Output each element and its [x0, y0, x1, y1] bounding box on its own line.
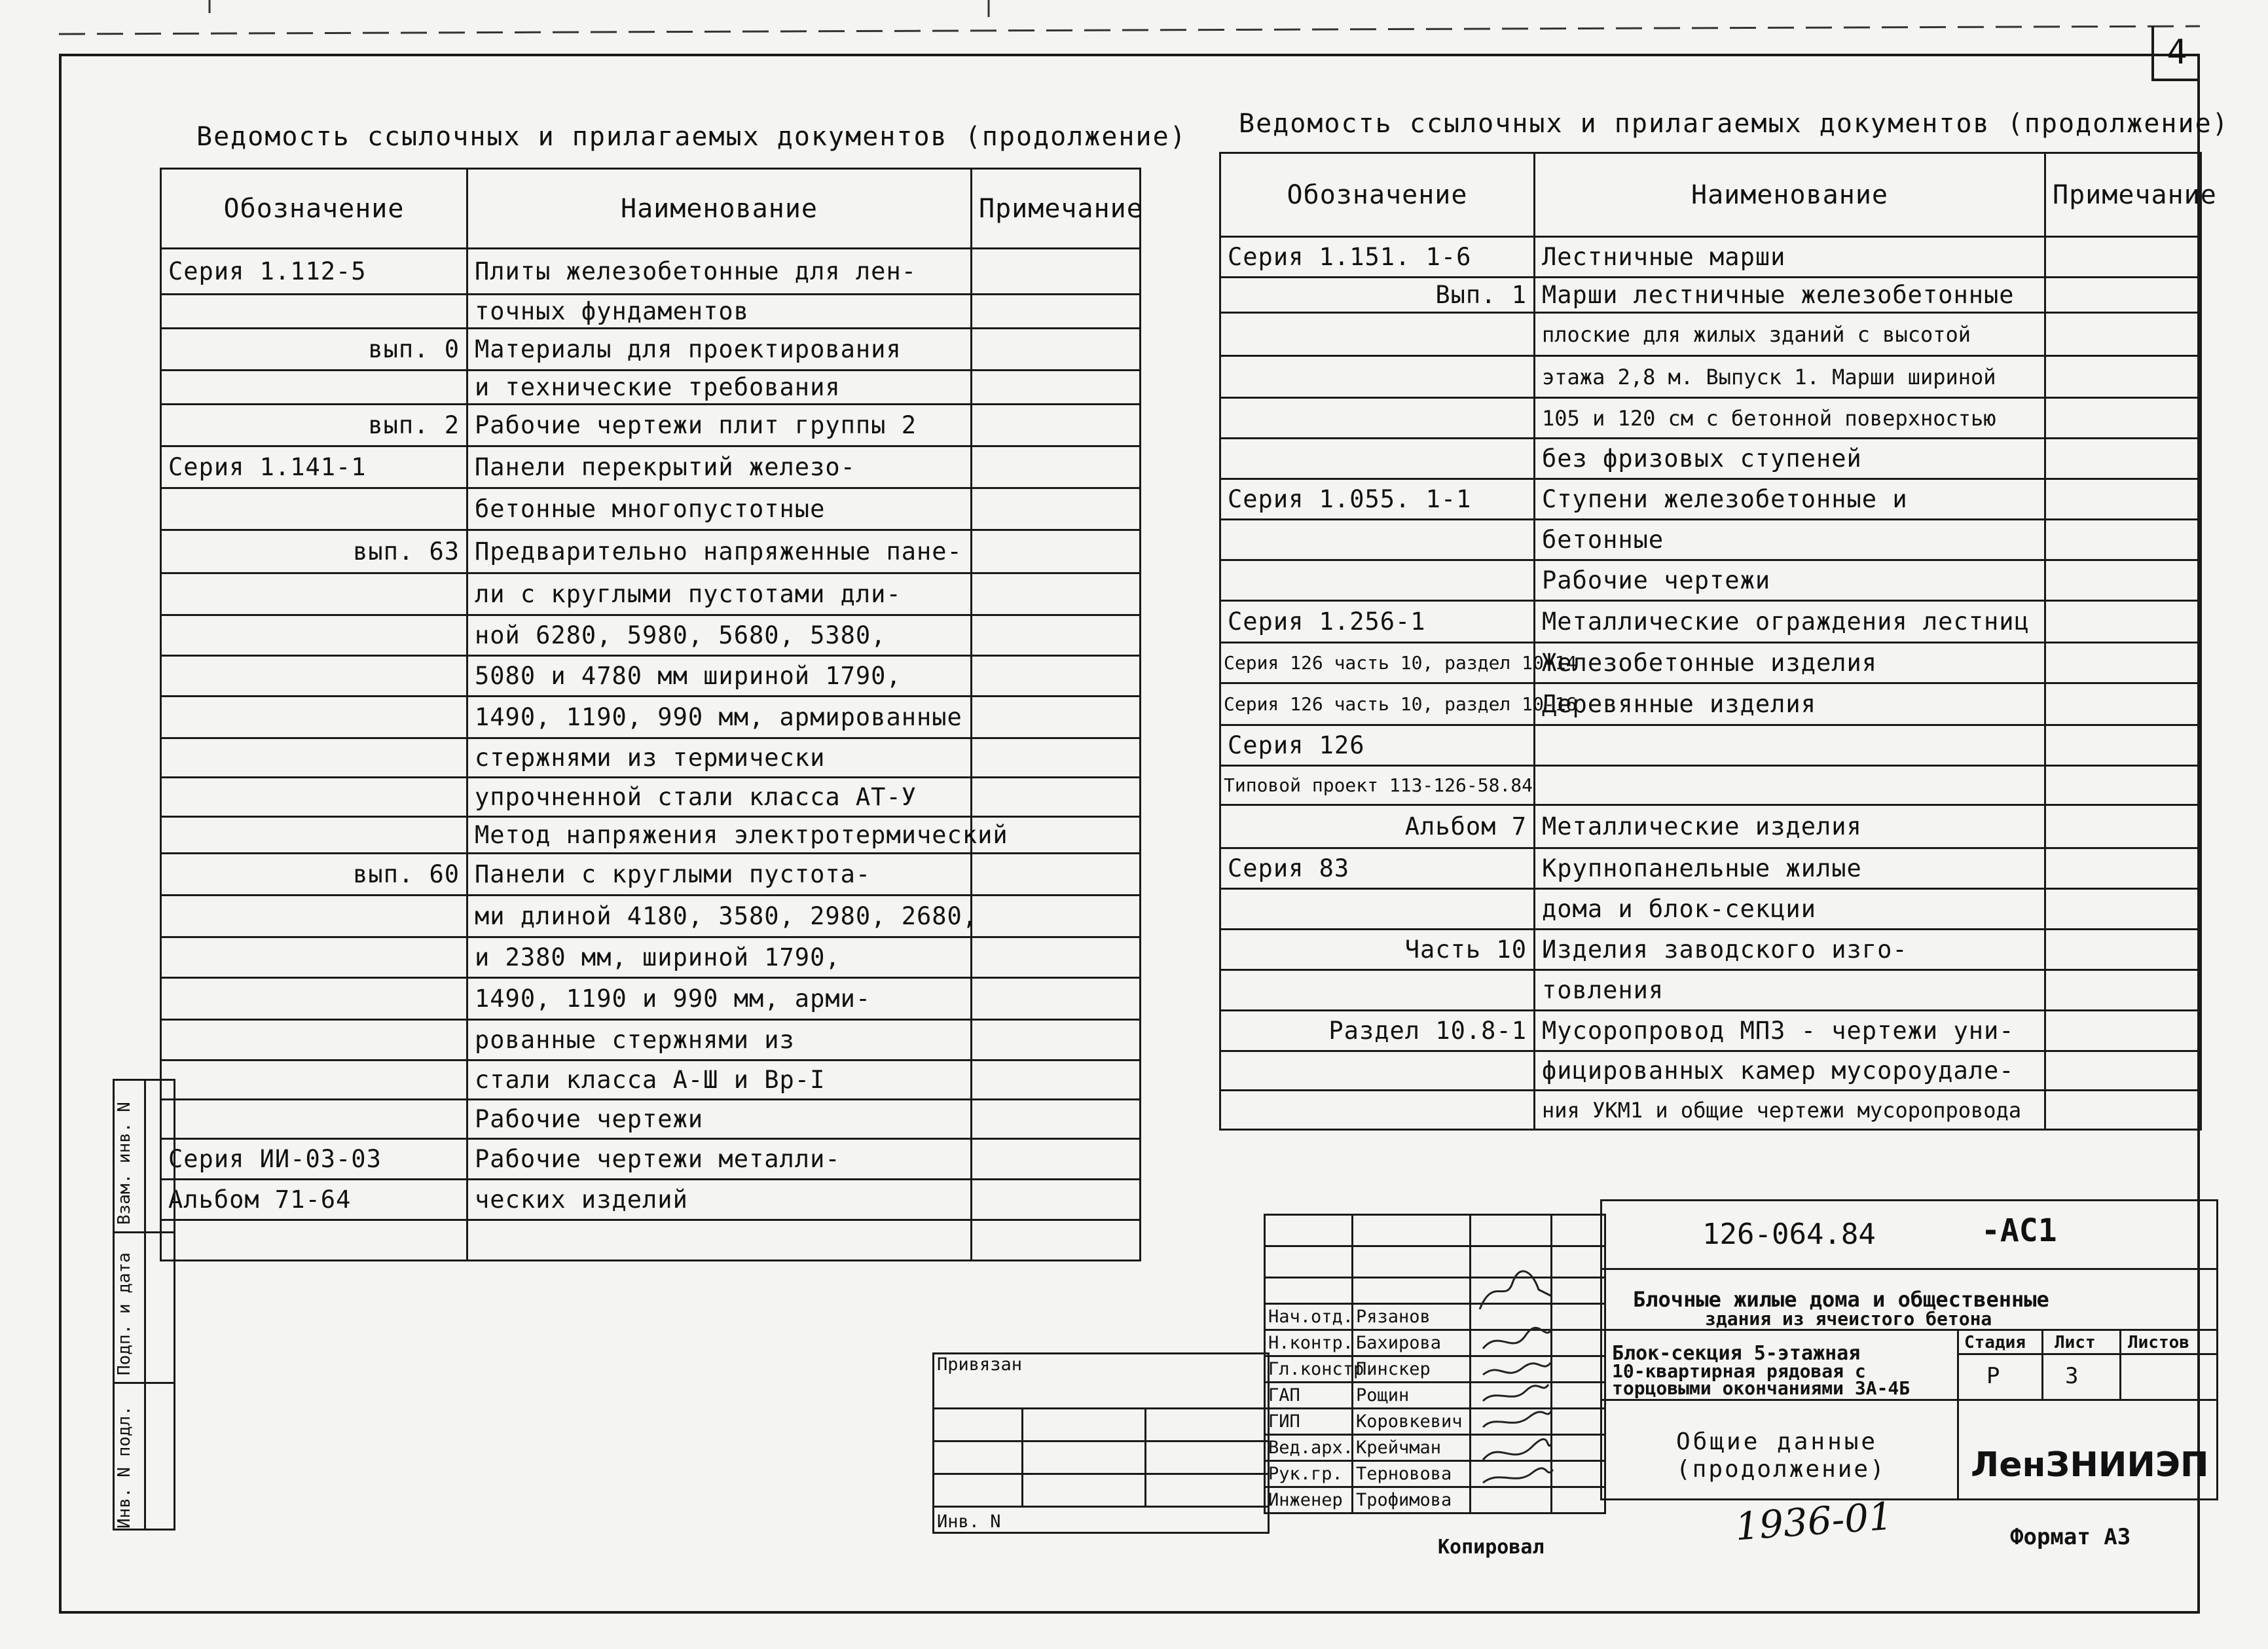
name-cell: Рабочие чертежи металли- — [467, 1139, 972, 1180]
right-reference-table — [1219, 152, 2217, 1131]
designation-cell — [161, 817, 467, 854]
designation-cell — [1220, 313, 1535, 356]
name-cell: стали класса А-Ш и Вр-I — [467, 1060, 972, 1100]
designation-cell — [161, 656, 467, 697]
note-cell — [972, 1060, 1141, 1100]
right-table-caption: Ведомость ссылочных и прилагаемых документов (продолжение) — [1239, 109, 2229, 139]
staff-date — [1552, 1304, 1605, 1330]
table-row — [161, 615, 1141, 656]
table-row — [1220, 766, 2201, 805]
staff-date — [1552, 1435, 1605, 1461]
designation-cell: вып. 63 — [161, 530, 467, 573]
staff-role: Н.контр. — [1265, 1330, 1353, 1356]
name-cell: и технические требования — [467, 371, 972, 405]
designation-cell: Альбом 71-64 — [161, 1180, 467, 1220]
designation-cell — [161, 615, 467, 656]
name-cell: ной 6280, 5980, 5680, 5380, — [467, 615, 972, 656]
table-row — [1220, 439, 2201, 479]
name-cell: 1490, 1190 и 990 мм, арми- — [467, 978, 972, 1020]
table-row — [161, 249, 1141, 295]
note-cell — [972, 295, 1141, 329]
staff-date — [1552, 1356, 1605, 1383]
header-designation: Обозначение — [1220, 153, 1535, 237]
note-cell — [2045, 930, 2201, 970]
table-row — [1220, 643, 2201, 683]
name-cell: ния УКМ1 и общие чертежи мусоропровода — [1535, 1091, 2045, 1130]
staff-name: Трофимова — [1353, 1487, 1471, 1513]
designation-cell: Часть 10 — [1220, 930, 1535, 970]
document-code: 126-064.84 — [1702, 1218, 1876, 1251]
designation-cell — [1220, 970, 1535, 1011]
binding-inv-label: Инв. N — [934, 1507, 1269, 1533]
name-cell: этажа 2,8 м. Выпуск 1. Марши шириной — [1535, 356, 2045, 398]
table-row — [1220, 479, 2201, 520]
project-title-line-2: здания из ячеистого бетона — [1705, 1308, 1992, 1330]
handwritten-archive-number: 1936-01 — [1733, 1493, 1895, 1549]
staff-name: Терновова — [1353, 1461, 1471, 1487]
organization-name: ЛенЗНИИЭП — [1971, 1445, 2209, 1485]
table-row — [1220, 848, 2201, 889]
designation-cell — [161, 371, 467, 405]
designation-cell — [1220, 398, 1535, 439]
designation-cell — [161, 1220, 467, 1261]
note-cell — [2045, 1051, 2201, 1091]
note-cell — [2045, 643, 2201, 683]
table-row — [161, 778, 1141, 817]
table-row — [161, 697, 1141, 738]
table-row — [161, 488, 1141, 530]
designation-cell: Серия 1.112-5 — [161, 249, 467, 295]
staff-role: Гл.констр. — [1265, 1356, 1353, 1383]
designation-cell — [1220, 1051, 1535, 1091]
staff-role: Вед.арх. — [1265, 1435, 1353, 1461]
staff-name: Крейчман — [1353, 1435, 1471, 1461]
staff-name: Коровкевич — [1353, 1409, 1471, 1435]
note-cell — [2045, 398, 2201, 439]
table-row — [1220, 313, 2201, 356]
name-cell — [467, 1220, 972, 1261]
designation-cell — [1220, 560, 1535, 601]
name-cell: упрочненной стали класса АТ-У — [467, 778, 972, 817]
name-cell: Лестничные марши — [1535, 237, 2045, 278]
designation-cell — [161, 937, 467, 978]
name-cell: Мусоропровод МПЗ - чертежи уни- — [1535, 1011, 2045, 1051]
name-cell: бетонные — [1535, 520, 2045, 560]
side-label-signature-date: Подп. и дата — [115, 1252, 134, 1375]
name-cell — [1535, 725, 2045, 766]
name-cell: и 2380 мм, шириной 1790, — [467, 937, 972, 978]
sheets-label: Листов — [2128, 1333, 2189, 1352]
note-cell — [972, 249, 1141, 295]
side-label-replacement-inv: Взам. инв. N — [115, 1102, 134, 1225]
name-cell: Рабочие чертежи — [467, 1100, 972, 1139]
designation-cell — [161, 295, 467, 329]
left-reference-table — [160, 168, 1141, 1261]
designation-cell: Альбом 7 — [1220, 805, 1535, 848]
note-cell — [972, 488, 1141, 530]
sheet-value: 3 — [2065, 1363, 2079, 1389]
table-row — [1220, 1091, 2201, 1130]
staff-date — [1552, 1461, 1605, 1487]
name-cell: Панели перекрытий железо- — [467, 446, 972, 488]
table-row — [161, 1020, 1141, 1060]
side-stamp — [113, 1079, 175, 1531]
designation-cell: Серия 83 — [1220, 848, 1535, 889]
title-block — [1600, 1199, 2218, 1500]
name-cell: ли с круглыми пустотами дли- — [467, 573, 972, 615]
name-cell: дома и блок-секции — [1535, 889, 2045, 930]
name-cell: Железобетонные изделия — [1535, 643, 2045, 683]
note-cell — [2045, 237, 2201, 278]
note-cell — [972, 615, 1141, 656]
note-cell — [972, 573, 1141, 615]
note-cell — [2045, 725, 2201, 766]
name-cell: стержнями из термически — [467, 738, 972, 778]
table-row — [161, 1100, 1141, 1139]
name-cell: фицированных камер мусороудале- — [1535, 1051, 2045, 1091]
designation-cell: Серия 1.256-1 — [1220, 601, 1535, 643]
designation-cell — [161, 1100, 467, 1139]
note-cell — [972, 329, 1141, 371]
binding-block — [932, 1352, 1270, 1534]
designation-cell — [161, 1020, 467, 1060]
designation-cell: вып. 60 — [161, 854, 467, 896]
header-designation: Обозначение — [161, 169, 467, 249]
note-cell — [972, 1180, 1141, 1220]
staff-role: Рук.гр. — [1265, 1461, 1353, 1487]
designation-cell — [1220, 439, 1535, 479]
table-row — [1220, 278, 2201, 313]
designation-cell: Раздел 10.8-1 — [1220, 1011, 1535, 1051]
sheet-label: Лист — [2055, 1333, 2096, 1352]
note-cell — [972, 978, 1141, 1020]
table-row — [161, 329, 1141, 371]
object-line-2: 10-квартирная рядовая с — [1612, 1360, 1866, 1382]
document-mark: -АС1 — [1981, 1212, 2057, 1249]
name-cell: Изделия заводского изго- — [1535, 930, 2045, 970]
table-row — [161, 530, 1141, 573]
table-row — [1220, 1051, 2201, 1091]
table-row — [161, 1060, 1141, 1100]
signatures — [1473, 1263, 1558, 1512]
staff-date — [1552, 1409, 1605, 1435]
table-row — [161, 405, 1141, 446]
note-cell — [972, 530, 1141, 573]
designation-cell — [1220, 356, 1535, 398]
note-cell — [2045, 356, 2201, 398]
project-title-line-1: Блочные жилые дома и общественные — [1633, 1287, 2049, 1312]
binding-label: Привязан — [934, 1354, 1269, 1409]
note-cell — [2045, 766, 2201, 805]
designation-cell: вып. 2 — [161, 405, 467, 446]
designation-cell: Серия ИИ-03-03 — [161, 1139, 467, 1180]
table-row — [161, 1220, 1141, 1261]
table-row — [1220, 725, 2201, 766]
note-cell — [972, 1220, 1141, 1261]
stage-value: Р — [1986, 1363, 2000, 1389]
name-cell: ми длиной 4180, 3580, 2980, 2680, — [467, 896, 972, 937]
table-row — [1220, 1011, 2201, 1051]
designation-cell: Серия 126 часть 10, раздел 10-14 — [1220, 643, 1535, 683]
designation-cell — [161, 896, 467, 937]
designation-cell: Типовой проект 113-126-58.84 — [1220, 766, 1535, 805]
name-cell: 1490, 1190, 990 мм, армированные — [467, 697, 972, 738]
designation-cell: Серия 126 — [1220, 725, 1535, 766]
table-row — [161, 1139, 1141, 1180]
table-row — [161, 656, 1141, 697]
designation-cell — [161, 488, 467, 530]
designation-cell — [161, 573, 467, 615]
table-row — [1220, 805, 2201, 848]
object-line-1: Блок-секция 5-этажная — [1612, 1342, 1861, 1365]
table-row — [1220, 970, 2201, 1011]
table-row — [1220, 601, 2201, 643]
name-cell: 105 и 120 см с бетонной поверхностью — [1535, 398, 2045, 439]
note-cell — [972, 697, 1141, 738]
staff-role: Нач.отд. — [1265, 1304, 1353, 1330]
note-cell — [972, 371, 1141, 405]
designation-cell — [161, 738, 467, 778]
name-cell: Рабочие чертежи плит группы 2 — [467, 405, 972, 446]
note-cell — [972, 778, 1141, 817]
note-cell — [972, 738, 1141, 778]
table-row — [161, 978, 1141, 1020]
note-cell — [972, 405, 1141, 446]
staff-name: Рязанов — [1353, 1304, 1471, 1330]
staff-name: Пинскер — [1353, 1356, 1471, 1383]
name-cell: товления — [1535, 970, 2045, 1011]
table-row — [1220, 356, 2201, 398]
table-row — [161, 371, 1141, 405]
designation-cell — [161, 978, 467, 1020]
note-cell — [972, 937, 1141, 978]
table-row — [161, 854, 1141, 896]
note-cell — [2045, 313, 2201, 356]
name-cell: ческих изделий — [467, 1180, 972, 1220]
staff-role: ГИП — [1265, 1409, 1353, 1435]
trim-line — [59, 0, 2200, 39]
note-cell — [2045, 601, 2201, 643]
note-cell — [972, 656, 1141, 697]
designation-cell — [161, 778, 467, 817]
staff-name: Рощин — [1353, 1383, 1471, 1409]
table-row — [161, 937, 1141, 978]
designation-cell: Вып. 1 — [1220, 278, 1535, 313]
designation-cell: Серия 1.151. 1-6 — [1220, 237, 1535, 278]
table-row — [1220, 930, 2201, 970]
header-note: Примечание — [972, 169, 1141, 249]
note-cell — [2045, 805, 2201, 848]
name-cell: 5080 и 4780 мм шириной 1790, — [467, 656, 972, 697]
note-cell — [972, 896, 1141, 937]
designation-cell — [1220, 520, 1535, 560]
designation-cell: Серия 126 часть 10, раздел 10-16 — [1220, 683, 1535, 725]
note-cell — [972, 1100, 1141, 1139]
table-row — [1220, 398, 2201, 439]
designation-cell — [1220, 1091, 1535, 1130]
name-cell: Плиты железобетонные для лен- — [467, 249, 972, 295]
note-cell — [2045, 560, 2201, 601]
name-cell: плоские для жилых зданий с высотой — [1535, 313, 2045, 356]
staff-date — [1552, 1487, 1605, 1513]
designation-cell — [161, 1060, 467, 1100]
name-cell: Металлические ограждения лестниц — [1535, 601, 2045, 643]
table-row — [161, 295, 1141, 329]
note-cell — [972, 1139, 1141, 1180]
note-cell — [2045, 520, 2201, 560]
note-cell — [2045, 1011, 2201, 1051]
side-label-original-inv: Инв. N подл. — [115, 1405, 134, 1529]
name-cell: Панели с круглыми пустота- — [467, 854, 972, 896]
table-row — [1220, 560, 2201, 601]
staff-role: Инженер — [1265, 1487, 1353, 1513]
name-cell: Метод напряжения электротермический — [467, 817, 972, 854]
staff-name: Бахирова — [1353, 1330, 1471, 1356]
designation-cell: вып. 0 — [161, 329, 467, 371]
staff-role: ГАП — [1265, 1383, 1353, 1409]
table-row — [161, 896, 1141, 937]
note-cell — [2045, 439, 2201, 479]
table-row — [161, 573, 1141, 615]
note-cell — [972, 1020, 1141, 1060]
object-line-3: торцовыми окончаниями 3А-4Б — [1612, 1377, 1911, 1399]
sheet-title-line-1: Общие данные — [1676, 1428, 1878, 1455]
name-cell: Крупнопанельные жилые — [1535, 848, 2045, 889]
staff-date — [1552, 1330, 1605, 1356]
table-row — [161, 1180, 1141, 1220]
designation-cell — [1220, 889, 1535, 930]
name-cell: Марши лестничные железобетонные — [1535, 278, 2045, 313]
table-row — [1220, 683, 2201, 725]
copied-by-label: Копировал — [1438, 1536, 1545, 1559]
table-row — [1220, 520, 2201, 560]
sheet-title-line-2: (продолжение) — [1676, 1456, 1886, 1483]
table-row — [161, 817, 1141, 854]
designation-cell: Серия 1.141-1 — [161, 446, 467, 488]
note-cell — [2045, 278, 2201, 313]
name-cell: точных фундаментов — [467, 295, 972, 329]
designation-cell — [161, 697, 467, 738]
note-cell — [2045, 848, 2201, 889]
header-note: Примечание — [2045, 153, 2201, 237]
staff-date — [1552, 1383, 1605, 1409]
name-cell: Материалы для проектирования — [467, 329, 972, 371]
name-cell: рованные стержнями из — [467, 1020, 972, 1060]
left-table-caption: Ведомость ссылочных и прилагаемых документов (продолжение) — [196, 122, 1187, 152]
name-cell: бетонные многопустотные — [467, 488, 972, 530]
note-cell — [2045, 889, 2201, 930]
header-name: Наименование — [1535, 153, 2045, 237]
note-cell — [2045, 479, 2201, 520]
sheet-number: 4 — [2151, 26, 2200, 81]
name-cell: Ступени железобетонные и — [1535, 479, 2045, 520]
format-label: Формат А3 — [2010, 1524, 2131, 1550]
name-cell: Металлические изделия — [1535, 805, 2045, 848]
name-cell — [1535, 766, 2045, 805]
name-cell: Деревянные изделия — [1535, 683, 2045, 725]
table-row — [1220, 237, 2201, 278]
table-row — [1220, 889, 2201, 930]
note-cell — [972, 446, 1141, 488]
note-cell — [972, 854, 1141, 896]
table-row — [161, 446, 1141, 488]
note-cell — [2045, 683, 2201, 725]
header-name: Наименование — [467, 169, 972, 249]
name-cell: без фризовых ступеней — [1535, 439, 2045, 479]
note-cell — [2045, 1091, 2201, 1130]
name-cell: Предварительно напряженные пане- — [467, 530, 972, 573]
name-cell: Рабочие чертежи — [1535, 560, 2045, 601]
stage-label: Стадия — [1964, 1333, 2026, 1352]
note-cell — [2045, 970, 2201, 1011]
designation-cell: Серия 1.055. 1-1 — [1220, 479, 1535, 520]
table-row — [161, 738, 1141, 778]
